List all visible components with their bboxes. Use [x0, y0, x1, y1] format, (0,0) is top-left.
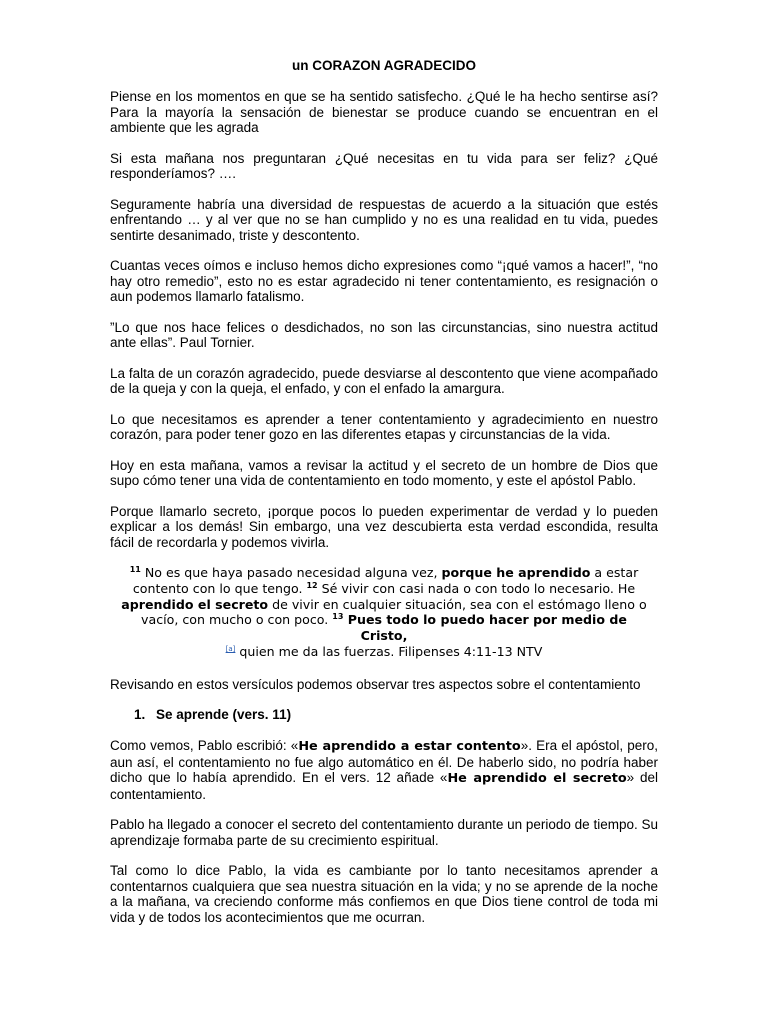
list-item-label: Se aprende (vers. 11) — [156, 707, 292, 723]
verse-text-1: No es que haya pasado necesidad alguna vez, — [140, 565, 442, 580]
paragraph-5-quote: ”Lo que nos hace felices o desdichados, no son las circunstancias, sino nuestra actitud ante ellas”. Paul Tornier. — [110, 319, 658, 350]
verse-bold-2: aprendido el secreto — [121, 596, 269, 612]
verse-text-3: Sé vivir con casi nada o con todo lo necesario. He — [317, 580, 636, 596]
scripture-verse-block — [110, 565, 658, 660]
footnote-link[interactable]: [a] — [225, 644, 236, 653]
list-item-number: 1. — [134, 707, 146, 723]
document-title: un CORAZON AGRADECIDO — [292, 58, 476, 73]
verse-text-4: de vivir en cualquier situación, sea con el estómago lleno o vacío, con mucho o con poco. — [141, 596, 647, 628]
paragraph-3: Seguramente habría una diversidad de respuestas de acuerdo a la situación que estés enfrentando … y al ver que no se han cumplido y no es una realidad en tu vida, puedes sentirte desanimado, triste y descontento. — [110, 196, 658, 243]
p11-text-c: ». Era el apóstol, pero, aun así, el contentamiento no fue algo automático en él. De haberlo sido, no podría haber dicho que lo había aprendido. En el vers. 12 añade « — [110, 738, 658, 786]
p11-text-a: Como vemos, Pablo escribió: « — [110, 738, 299, 754]
verse-number-13: 13 — [332, 612, 344, 622]
p11-bold-1: He aprendido a estar contento — [298, 739, 521, 755]
paragraph-8: Hoy en esta mañana, vamos a revisar la actitud y el secreto de un hombre de Dios que supo cómo tener una vida de contentamiento en todo momento, y este el apóstol Pablo. — [110, 457, 658, 488]
paragraph-2: Si esta mañana nos preguntaran ¿Qué necesitas en tu vida para ser feliz? ¿Qué responderíamos? …. — [110, 150, 658, 181]
paragraph-1: Piense en los momentos en que se ha sentido satisfecho. ¿Qué le ha hecho sentirse así? Para la mayoría la sensación de bienestar se produce cuando se encuentran en el ambiente que les agrada — [110, 89, 658, 135]
p11-bold-2: He aprendido el secreto — [447, 771, 627, 787]
paragraph-4: Cuantas veces oímos e incluso hemos dicho expresiones como “¡qué vamos a hacer!”, “no hay otro remedio”, esto no es estar agradecido ni tener contentamiento, es resignación o aun podemos llamarlo fatalismo. — [110, 258, 658, 304]
verse-number-12: 12 — [306, 580, 318, 590]
verse-text-5: quien me da las fuerzas. Filipenses 4:11-13 NTV — [235, 643, 543, 659]
verse-bold-3: Pues todo lo puedo hacer por medio de Cristo, — [343, 612, 627, 644]
verse-text-2: a estar contento con lo que tengo. — [132, 565, 639, 596]
verse-number-11: 11 — [129, 565, 141, 574]
paragraph-10: Revisando en estos versículos podemos observar tres aspectos sobre el contentamiento — [110, 676, 641, 692]
verse-bold-1: porque he aprendido — [441, 565, 591, 580]
p11-text-d: » del contentamiento. — [110, 770, 658, 802]
paragraph-13: Tal como lo dice Pablo, la vida es cambiante por lo tanto necesitamos aprender a contentarnos cualquiera que sea nuestra situación en la vida; y no se aprende de la noche a la mañana, va creciendo conforme más confiemos en que Dios tiene control de toda mi vida y de todos los acontecimientos que me ocurran. — [110, 863, 658, 925]
paragraph-6: La falta de un corazón agradecido, puede desviarse al descontento que viene acompañado de la queja y con la queja, el enfado, y con el enfado la amargura. — [110, 365, 658, 396]
paragraph-12: Pablo ha llegado a conocer el secreto del contentamiento durante un periodo de tiempo. Su aprendizaje formaba parte de su crecimiento espiritual. — [110, 817, 658, 848]
paragraph-7: Lo que necesitamos es aprender a tener contentamiento y agradecimiento en nuestro corazón, para poder tener gozo en las diferentes etapas y circunstancias de la vida. — [110, 411, 658, 442]
list-item-1 — [134, 707, 658, 723]
paragraph-9: Porque llamarlo secreto, ¡porque pocos lo pueden experimentar de verdad y lo pueden explicar a los demás! Sin embargo, una vez descubierta esta verdad escondida, resulta fácil de recordarla y podemos vivirla. — [110, 503, 658, 550]
paragraph-11 — [110, 738, 658, 802]
